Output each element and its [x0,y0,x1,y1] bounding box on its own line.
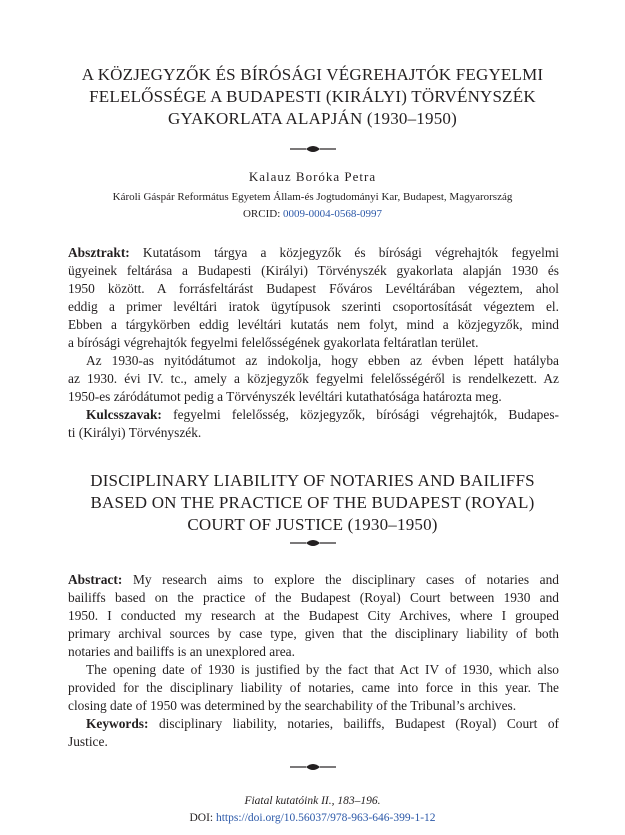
ornament-divider-icon [288,761,338,773]
abstract-line: 1950. I conducted my research at the Budapest City Archives, where I grouped [68,608,559,623]
abstract-line: eddig a primer levéltári iratok ügytípusok szerinti csoportosítását végeztem el. [68,299,559,314]
title-line: GYAKORLATA ALAPJÁN (1930–1950) [168,109,457,128]
doi-label: DOI: [189,812,214,824]
hungarian-abstract [68,244,559,442]
author-name: Kalauz Boróka Petra [248,169,377,184]
abstract-line: a bírósági végrehajtók fegyelmi felelősségének gyakorlata feltáratlan terület. [68,335,479,350]
abstract-line: primary archival sources by case type, given that the disciplinary liability of both [68,626,559,641]
author-affiliation: Károli Gáspár Református Egyetem Állam-és Jogtudományi Kar, Budapest, Magyarország [112,191,513,203]
keywords-line [68,715,559,733]
abstract-line: 1950 között. A forrásfeltárást Budapest Főváros Levéltárában végeztem, ahol [68,281,559,296]
keywords-label: Kulcsszavak: [86,407,162,422]
title-line: A KÖZJEGYZŐK ÉS BÍRÓSÁGI VÉGREHAJTÓK FEGYELMI [81,65,544,84]
abstract-line [68,244,559,262]
footer-doi [0,811,625,825]
abstract-text: Kutatásom tárgya a közjegyzők és bírósági végrehajtók fegyelmi [142,245,559,260]
paragraph2-line: Az 1930-as nyitódátumot az indokolja, hogy ebben az évben lépett hatályba [86,353,559,368]
keywords-line: Justice. [68,734,108,749]
abstract-line: bailiffs based on the practice of the Budapest (Royal) Court between 1930 and [68,590,559,605]
abstract-line: notaries and bailiffs is an unexplored area. [68,644,295,659]
orcid-label: ORCID: [242,208,281,220]
paragraph2-line: az 1930. évi IV. tc., amely a közjegyzők fegyelmi felelősségéről is rendelkezett. Az [68,371,559,386]
doi-link[interactable]: https://doi.org/10.56037/978-963-646-399-1-12 [215,812,436,824]
paragraph2-line: The opening date of 1930 is justified by the fact that Act IV of 1930, which also [86,662,559,677]
title-line: DISCIPLINARY LIABILITY OF NOTARIES AND BAILIFFS [90,471,535,490]
ornament-divider-icon [288,143,338,155]
footer-citation: Fiatal kutatóink II., 183–196. [244,795,381,807]
paragraph2-line: 1950-es záródátumot pedig a Törvényszék levéltári kutathatósága határozta meg. [68,389,502,404]
english-abstract [68,571,559,751]
abstract-line [68,571,559,589]
orcid-link[interactable]: 0009-0004-0568-0997 [283,208,383,220]
hungarian-title [40,64,585,130]
paragraph2-line: provided for the disciplinary liability of notaries, came into force in this year. The [68,680,559,695]
keywords-line [68,406,559,424]
keywords-text: fegyelmi felelősség, közjegyzők, bírósági végrehajtók, Budapes- [173,407,559,422]
abstract-label: Abstract: [68,572,123,587]
keywords-line: ti (Királyi) Törvényszék. [68,425,202,440]
abstract-line: Ebben a tárgykörben eddig levéltári kutatás nem folyt, mind a közjegyzők, mind [68,317,559,332]
abstract-text: My research aims to explore the disciplinary cases of notaries and [132,572,559,587]
paragraph2-line: closing date of 1950 was determined by the searchability of the Tribunal’s archives. [68,698,517,713]
ornament-divider-icon [288,537,338,549]
orcid-line [0,207,625,221]
abstract-line: ügyeinek feltárása a Budapesti (Királyi) Törvényszék gyakorlata alapján 1930 és [68,263,559,278]
keywords-text: disciplinary liability, notaries, bailiffs, Budapest (Royal) Court of [158,716,559,731]
title-line: COURT OF JUSTICE (1930–1950) [187,515,438,534]
english-title [40,470,585,536]
abstract-label: Absztrakt: [68,245,130,260]
title-line: BASED ON THE PRACTICE OF THE BUDAPEST (ROYAL) [90,493,535,512]
title-line: FELELŐSSÉGE A BUDAPESTI (KIRÁLYI) TÖRVÉNYSZÉK [89,87,536,106]
keywords-label: Keywords: [86,716,149,731]
